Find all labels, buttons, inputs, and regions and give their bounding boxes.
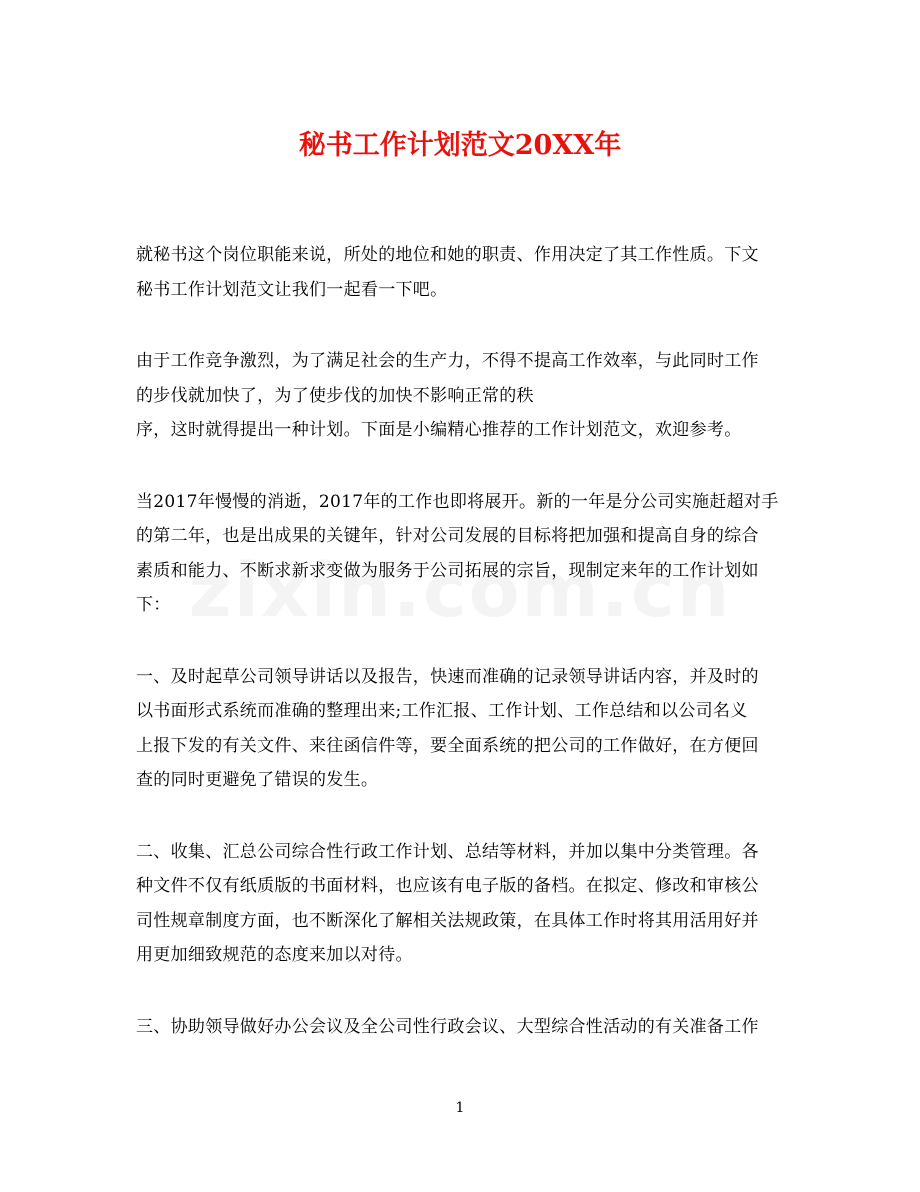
paragraph-3 [136, 485, 786, 623]
text-line: 当2017年慢慢的消逝，2017年的工作也即将展开。新的一年是分公司实施赶超对手 [136, 491, 779, 512]
text-line: 查的同时更避免了错误的发生。 [136, 770, 379, 790]
document-body [136, 238, 786, 1081]
text-line: 二、收集、汇总公司综合性行政工作计划、总结等材料，并加以集中分类管理。各 [136, 841, 759, 862]
text-line: 上报下发的有关文件、来往函信件等，要全面系统的把公司的工作做好，在方便回 [136, 735, 759, 756]
paragraph-4 [136, 660, 786, 798]
text-line: 的第二年，也是出成果的关键年，针对公司发展的目标将把加强和提高自身的综合 [136, 526, 759, 546]
page-number: 1 [455, 1100, 465, 1116]
text-line: 一、及时起草公司领导讲话以及报告，快速而准确的记录领导讲话内容，并及时的 [136, 666, 759, 687]
paragraph-1 [136, 238, 786, 307]
text-line: 秘书工作计划范文让我们一起看一下吧。 [136, 279, 448, 300]
paragraph-5 [136, 835, 786, 973]
text-line: 用更加细致规范的态度来加以对待。 [136, 945, 413, 965]
text-line: 的步伐就加快了，为了使步伐的加快不影响正常的秩 [136, 385, 534, 406]
text-line: 素质和能力、不断求新求变做为服务于公司拓展的宗旨，现制定来年的工作计划如 [136, 560, 759, 581]
text-line: 由于工作竞争激烈，为了满足社会的生产力，不得不提高工作效率，与此同时工作 [136, 351, 759, 371]
paragraph-6 [136, 1010, 786, 1045]
text-line: 序，这时就得提出一种计划。下面是小编精心推荐的工作计划范文，欢迎参考。 [136, 420, 742, 440]
text-line: 就秘书这个岗位职能来说，所处的地位和她的职责、作用决定了其工作性质。下文 [136, 245, 759, 265]
text-line: 以书面形式系统而准确的整理出来;工作汇报、工作计划、工作总结和以公司名义 [136, 701, 748, 721]
text-line: 种文件不仅有纸质版的书面材料，也应该有电子版的备档。在拟定、修改和审核公 [136, 876, 759, 896]
document-title: 秘书工作计划范文20XX年 [298, 130, 622, 161]
text-line: 三、协助领导做好办公会议及全公司性行政会议、大型综合性活动的有关准备工作 [136, 1016, 759, 1037]
text-line: 司性规章制度方面，也不断深化了解相关法规政策，在具体工作时将其用活用好并 [136, 910, 759, 931]
paragraph-2 [136, 344, 786, 448]
text-line: 下： [136, 595, 171, 615]
